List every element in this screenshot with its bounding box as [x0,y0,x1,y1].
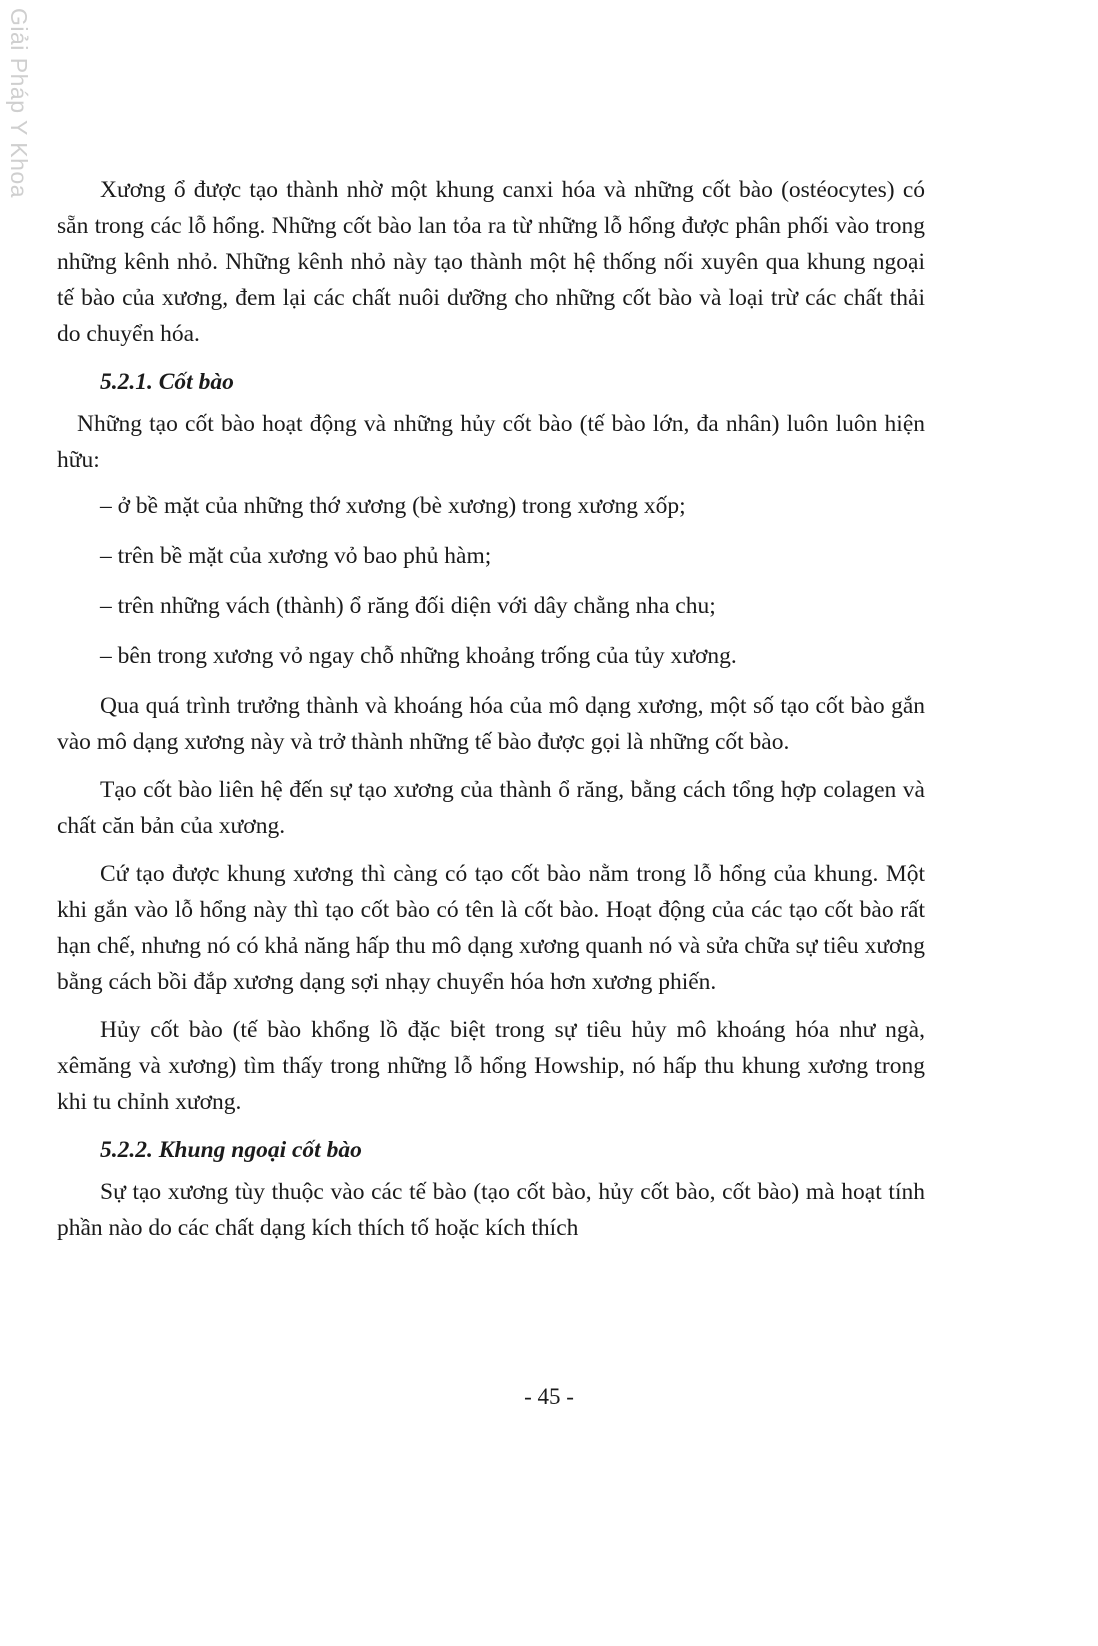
list-item: – trên bề mặt của xương vỏ bao phủ hàm; [100,543,492,569]
list-item: – bên trong xương vỏ ngay chỗ những khoảng trống của tủy xương. [100,643,737,669]
section-heading-5-2-1: 5.2.1. Cốt bào [100,369,234,395]
paragraph-osteoblasts: Những tạo cốt bào hoạt động và những hủy cốt bào (tế bào lớn, đa nhân) luôn luôn hiện hữu: [57,411,925,473]
watermark-text: Giải Pháp Y Khoa [6,8,32,199]
paragraph-osteoclasts: Hủy cốt bào (tế bào khổng lồ đặc biệt trong sự tiêu hủy mô khoáng hóa như ngà, xêmăng và xương) tìm thấy trong những lỗ hổng Howship, nó hấp thu khung xương trong khi tu chỉnh xương. [57,1017,925,1115]
paragraph-maturation: Qua quá trình trưởng thành và khoáng hóa của mô dạng xương, một số tạo cốt bào gắn vào mô dạng xương này và trở thành những tế bào được gọi là những cốt bào. [57,693,925,755]
paragraph-osteocytes: Cứ tạo được khung xương thì càng có tạo cốt bào nằm trong lỗ hổng của khung. Một khi gắn vào lỗ hổng này thì tạo cốt bào có tên là cốt bào. Hoạt động của các tạo cốt bào rất hạn chế, nhưng nó có khả năng hấp thu mô dạng xương quanh nó và sửa chữa sự tiêu xương bằng cách bồi đắp xương dạng sợi nhạy chuyển hóa hơn xương phiến. [57,861,925,995]
page-number: - 45 - [524,1384,574,1409]
list-item: – trên những vách (thành) ổ răng đối diện với dây chằng nha chu; [100,593,716,619]
list-item: – ở bề mặt của những thớ xương (bè xương) trong xương xốp; [100,493,686,519]
paragraph-matrix: Sự tạo xương tùy thuộc vào các tế bào (tạo cốt bào, hủy cốt bào, cốt bào) mà hoạt tính phần nào do các chất dạng kích thích tố hoặc kích thích [57,1179,925,1241]
paragraph-bone-formation: Tạo cốt bào liên hệ đến sự tạo xương của thành ổ răng, bằng cách tổng hợp colagen và chất căn bản của xương. [57,777,925,839]
section-heading-5-2-2: 5.2.2. Khung ngoại cốt bào [100,1137,362,1163]
page-body [57,172,925,1258]
watermark [2,8,32,213]
paragraph-intro: Xương ổ được tạo thành nhờ một khung canxi hóa và những cốt bào (ostéocytes) có sẵn trong các lỗ hổng. Những cốt bào lan tỏa ra từ những lỗ hổng được phân phối vào trong những kênh nhỏ. Những kênh nhỏ này tạo thành một hệ thống nối xuyên qua khung ngoại tế bào của xương, đem lại các chất nuôi dưỡng cho những cốt bào và loại trừ các chất thải do chuyển hóa. [57,177,925,347]
